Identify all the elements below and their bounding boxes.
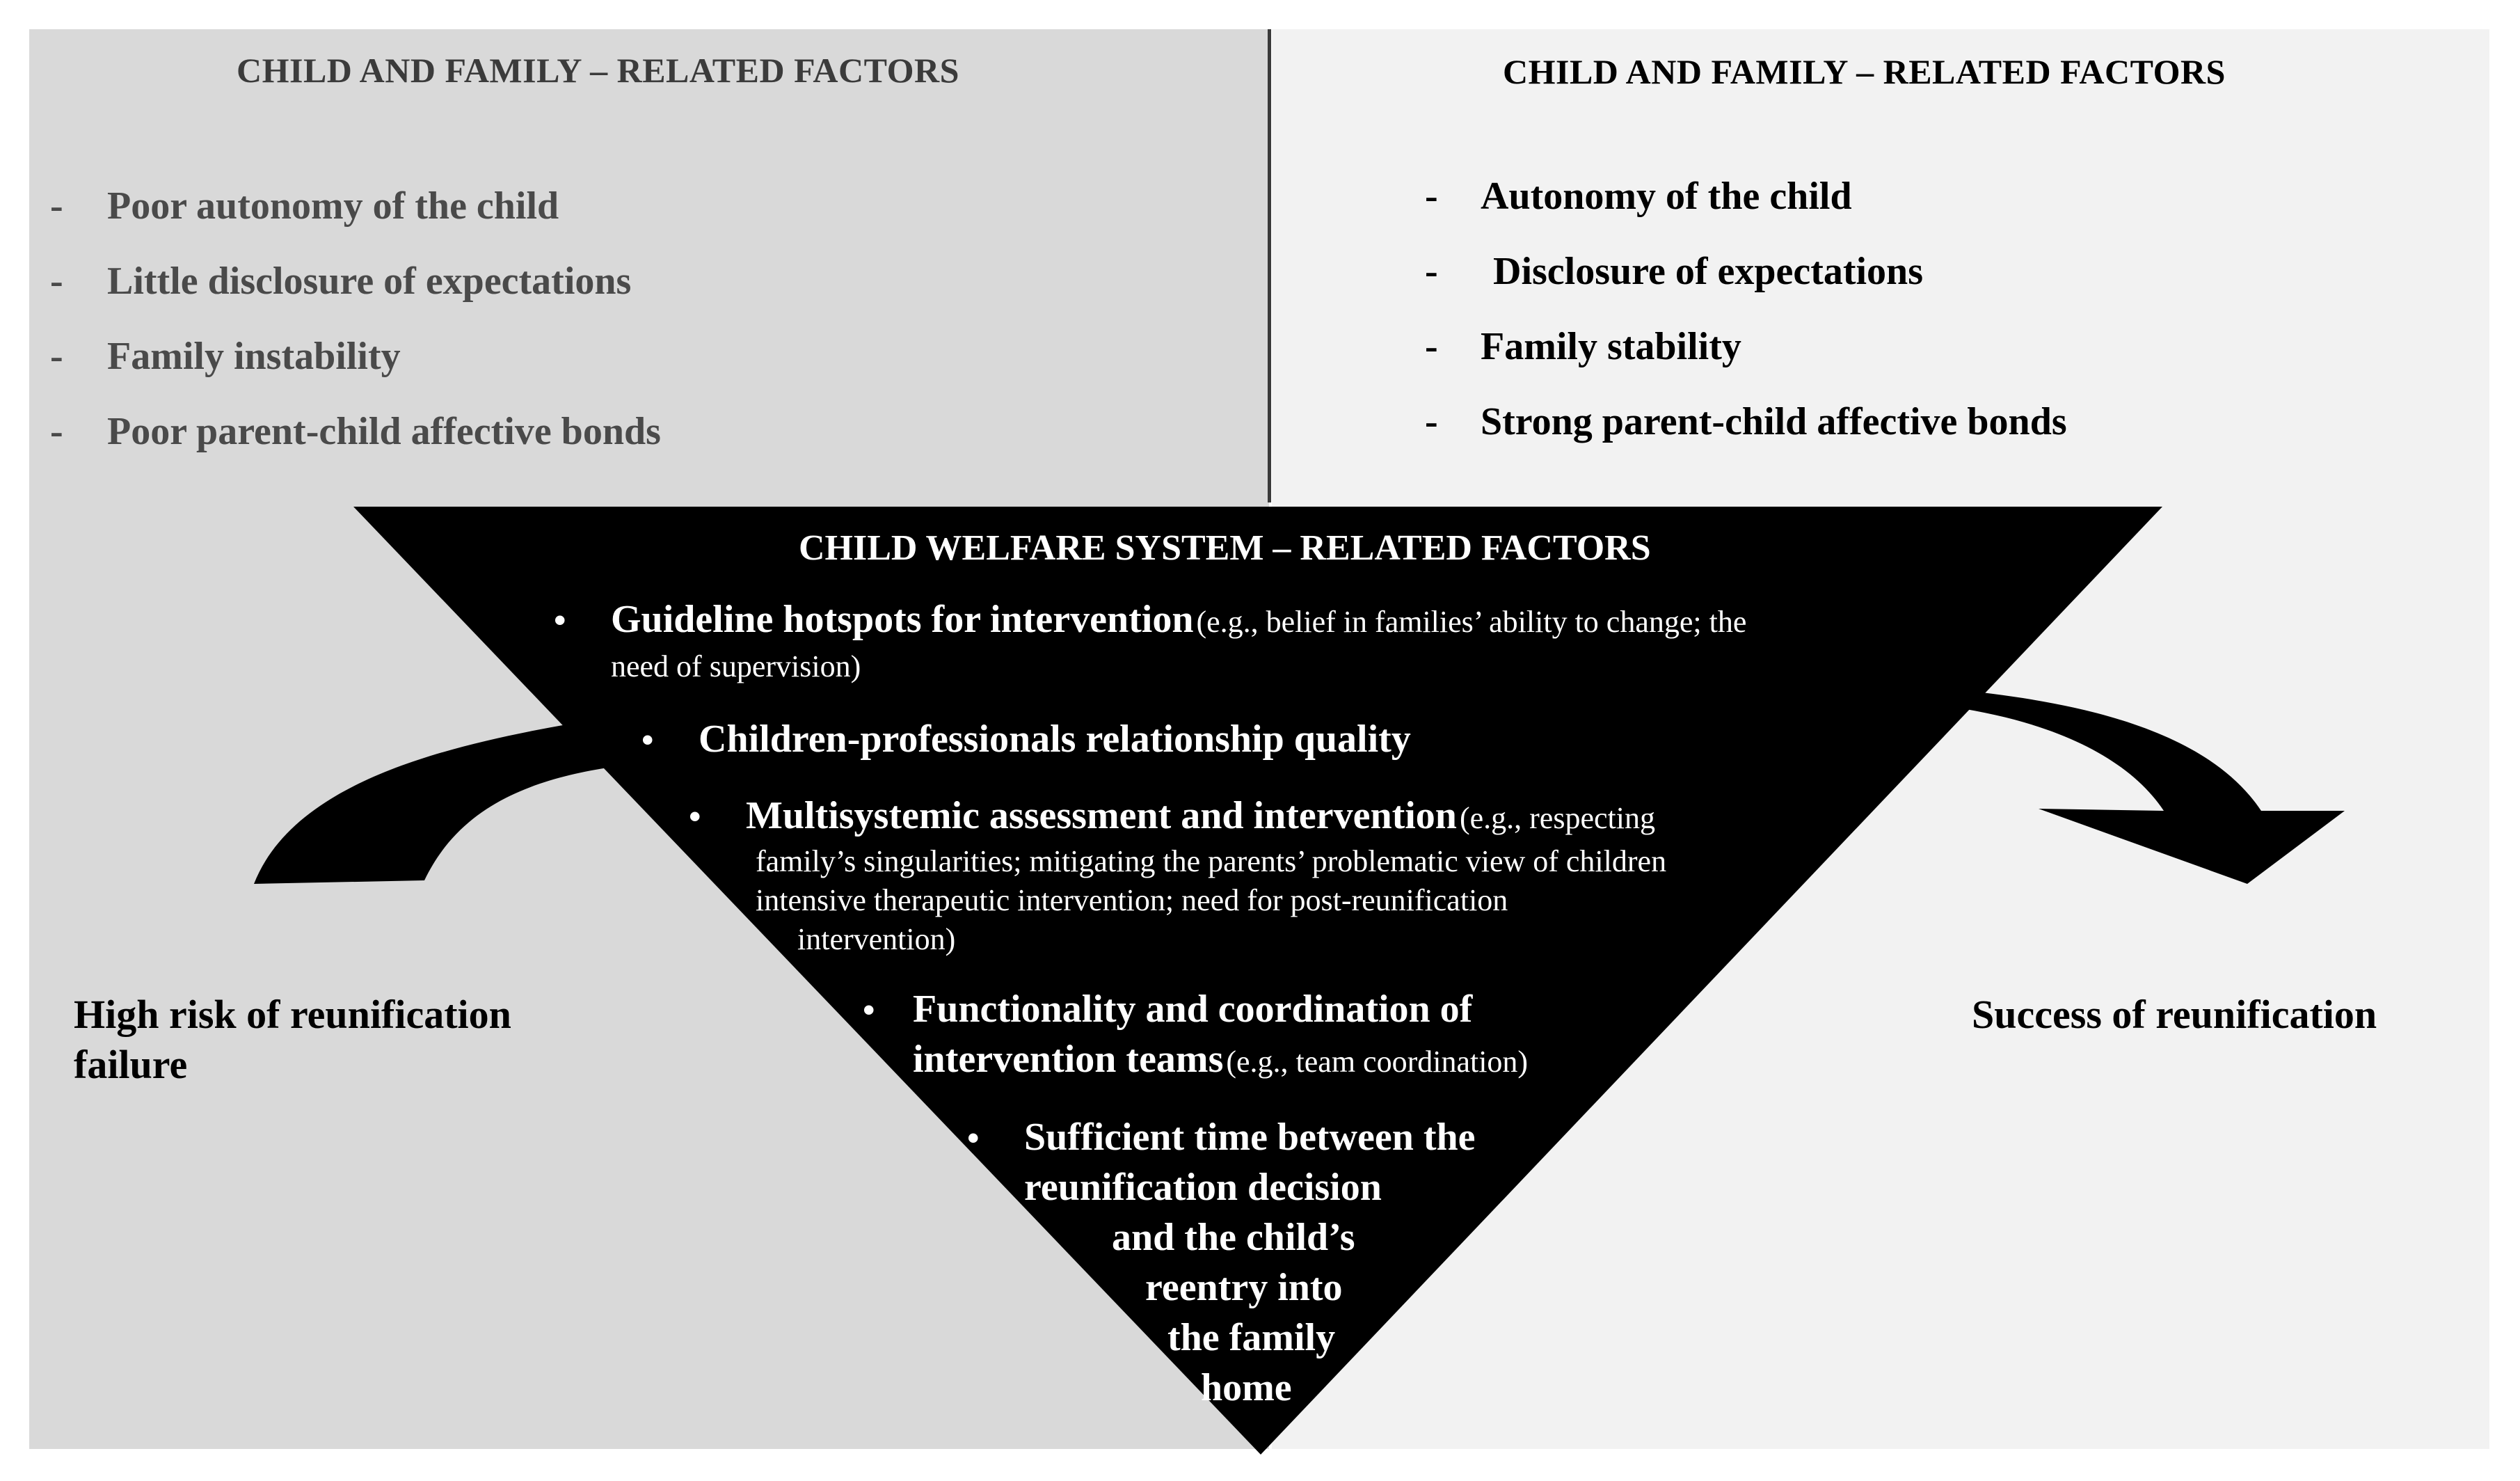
- left-factor-label: Poor parent-child affective bonds: [107, 410, 661, 453]
- left-factor-label: Little disclosure of expectations: [107, 260, 632, 303]
- right-curved-arrow: [1920, 689, 2345, 884]
- left-factor-label: Poor autonomy of the child: [107, 184, 559, 228]
- bullet-marker: •: [689, 797, 701, 836]
- dash-marker: -: [50, 410, 63, 453]
- dash-marker: -: [1425, 250, 1438, 293]
- dash-marker: -: [1425, 400, 1438, 443]
- right-factor-label: Family stability: [1481, 325, 1741, 368]
- dash-marker: -: [1425, 325, 1438, 368]
- left-factor-label: Family instability: [107, 335, 401, 378]
- left-panel-heading: CHILD AND FAMILY – RELATED FACTORS: [237, 51, 959, 90]
- left-curved-arrow: [254, 724, 612, 884]
- dash-marker: -: [1425, 175, 1438, 218]
- right-panel-heading: CHILD AND FAMILY – RELATED FACTORS: [1503, 52, 2226, 91]
- bullet-marker: •: [554, 601, 566, 640]
- dash-marker: -: [50, 335, 63, 378]
- right-factor-label: Disclosure of expectations: [1493, 250, 1923, 293]
- dash-marker: -: [50, 260, 63, 303]
- bullet-marker: •: [641, 720, 654, 759]
- bullet-marker: •: [967, 1118, 980, 1157]
- bullet-marker: •: [863, 990, 875, 1029]
- dash-marker: -: [50, 184, 63, 228]
- right-factor-label: Autonomy of the child: [1481, 175, 1852, 218]
- triangle-title: CHILD WELFARE SYSTEM – RELATED FACTORS: [799, 528, 1651, 568]
- right-factor-label: Strong parent-child affective bonds: [1481, 400, 2067, 443]
